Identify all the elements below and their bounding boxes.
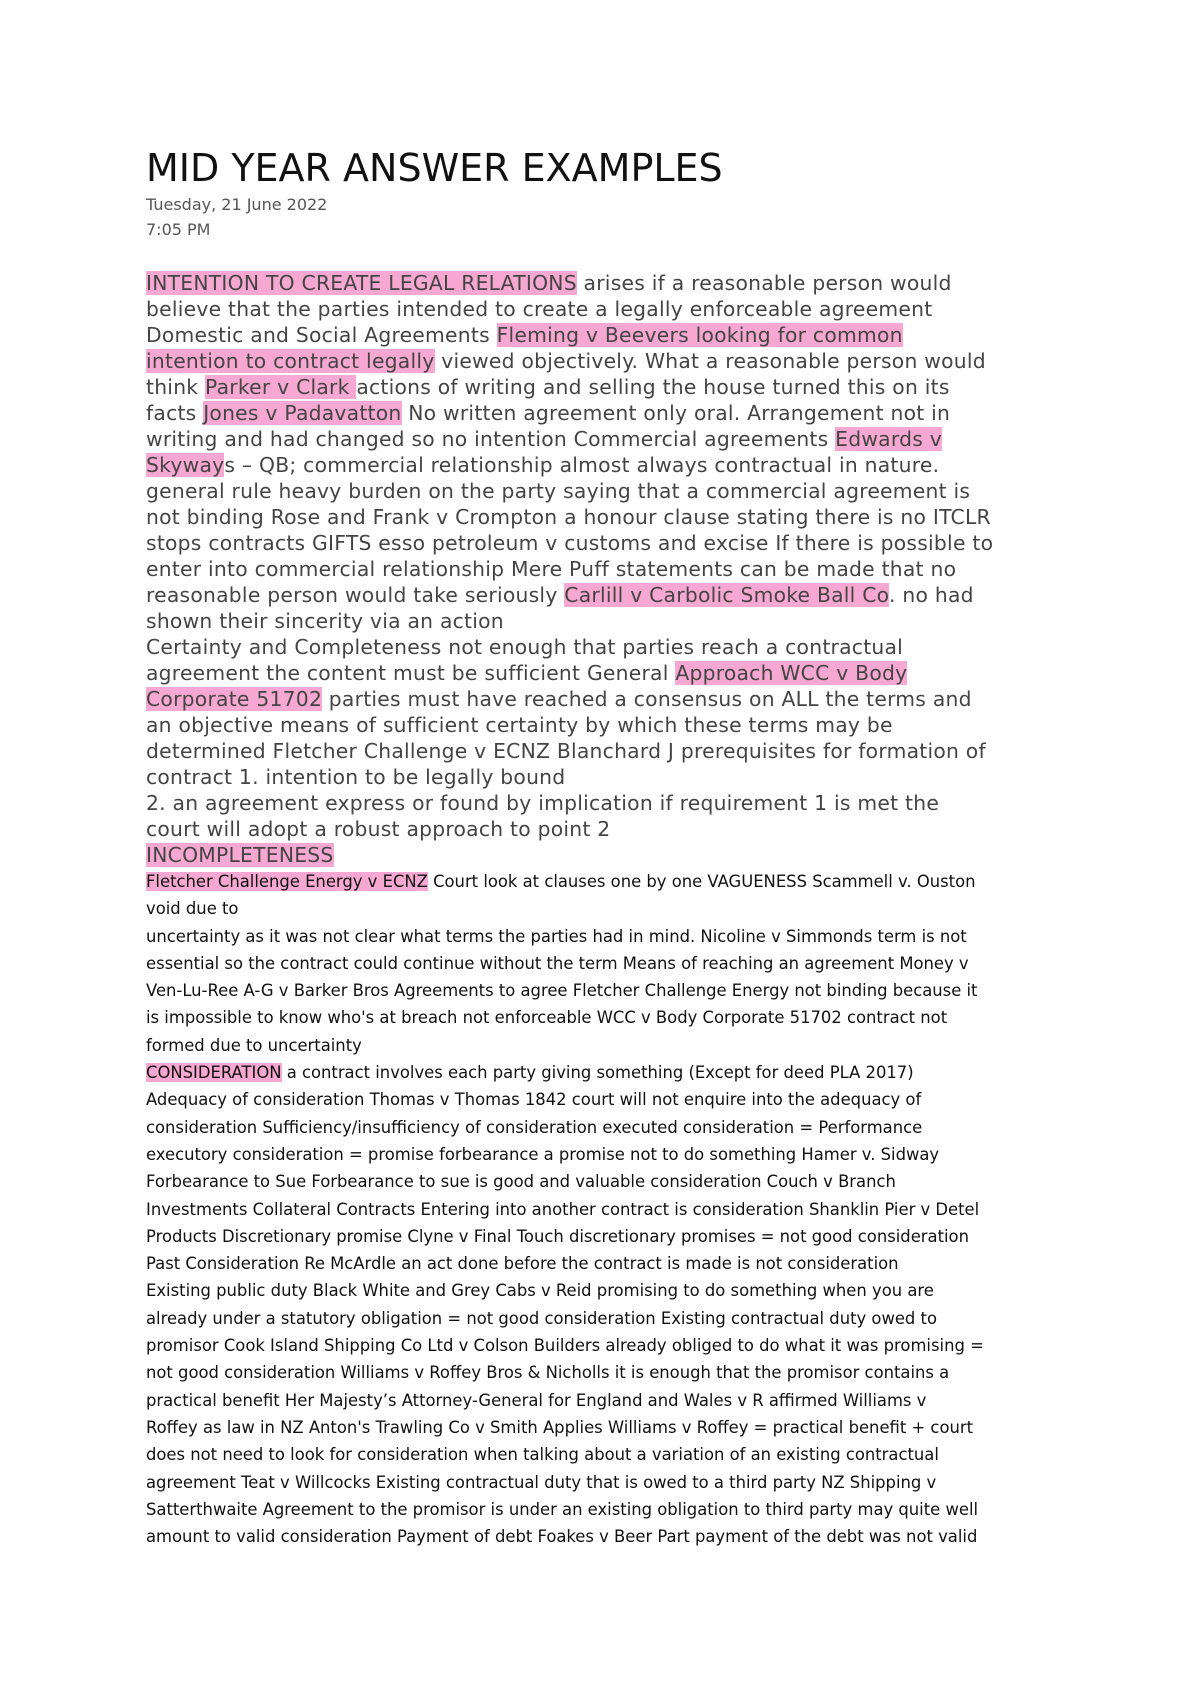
text-line xyxy=(146,686,1076,712)
text-line xyxy=(146,348,1076,374)
text-segment: s – QB; commercial relationship almost always contractual in nature. xyxy=(224,453,940,477)
text-line xyxy=(146,1059,1076,1086)
text-line xyxy=(146,842,1076,868)
highlighted-text: Jones v Padavatton xyxy=(203,401,402,425)
text-line xyxy=(146,426,1076,452)
text-segment: Domestic and Social Agreements xyxy=(146,323,497,347)
highlighted-text: Edwards v xyxy=(835,427,942,451)
text-segment: Certainty and Completeness not enough that parties reach a contractual xyxy=(146,635,904,659)
text-segment: agreement Teat v Willcocks Existing contractual duty that is owed to a third party NZ Shipping v xyxy=(146,1472,937,1492)
text-segment: No written agreement only oral. Arrangement not in xyxy=(401,401,951,425)
text-segment: formed due to uncertainty xyxy=(146,1035,362,1055)
text-line xyxy=(146,1004,1076,1031)
text-segment: executory consideration = promise forbearance a promise not to do something Hamer v. Sidway xyxy=(146,1144,940,1164)
text-line xyxy=(146,1250,1076,1277)
text-line xyxy=(146,895,1076,922)
text-line xyxy=(146,452,1076,478)
text-segment: not binding Rose and Frank v Crompton a honour clause stating there is no ITCLR xyxy=(146,505,991,529)
text-line xyxy=(146,738,1076,764)
text-segment: 2. an agreement express or found by implication if requirement 1 is met the xyxy=(146,791,940,815)
text-line xyxy=(146,950,1076,977)
text-line xyxy=(146,296,1076,322)
text-line xyxy=(146,1032,1076,1059)
highlighted-text: Corporate 51702 xyxy=(146,687,323,711)
text-segment: void due to xyxy=(146,899,239,919)
text-segment: promisor Cook Island Shipping Co Ltd v Colson Builders already obliged to do what it was promising = xyxy=(146,1336,984,1356)
text-segment: Ven-Lu-Ree A-G v Barker Bros Agreements to agree Fletcher Challenge Energy not binding because it xyxy=(146,981,978,1001)
text-line xyxy=(146,1387,1076,1414)
text-line xyxy=(146,1523,1076,1550)
page-date: Tuesday, 21 June 2022 xyxy=(146,195,328,214)
text-line xyxy=(146,322,1076,348)
text-line xyxy=(146,816,1076,842)
text-line xyxy=(146,1469,1076,1496)
text-line xyxy=(146,374,1076,400)
page-title: MID YEAR ANSWER EXAMPLES xyxy=(146,146,723,190)
text-line xyxy=(146,977,1076,1004)
text-line xyxy=(146,504,1076,530)
highlighted-text: INCOMPLETENESS xyxy=(146,843,334,867)
text-segment: think xyxy=(146,375,205,399)
text-segment: Adequacy of consideration Thomas v Thomas 1842 court will not enquire into the adequacy of xyxy=(146,1090,922,1110)
text-segment: parties must have reached a consensus on ALL the terms and xyxy=(322,687,972,711)
text-line xyxy=(146,582,1076,608)
text-segment: amount to valid consideration Payment of debt Foakes v Beer Part payment of the debt was not valid xyxy=(146,1527,978,1547)
text-segment: shown their sincerity via an action xyxy=(146,609,504,633)
text-line xyxy=(146,764,1076,790)
notes-section-incompleteness-consideration xyxy=(146,868,1076,1550)
text-segment: general rule heavy burden on the party saying that a commercial agreement is xyxy=(146,479,971,503)
text-line xyxy=(146,556,1076,582)
text-line xyxy=(146,790,1076,816)
text-line xyxy=(146,1332,1076,1359)
text-line xyxy=(146,1196,1076,1223)
text-segment: Past Consideration Re McArdle an act done before the contract is made is not consideration xyxy=(146,1254,899,1274)
page-time: 7:05 PM xyxy=(146,220,211,239)
highlighted-text: intention to contract legally xyxy=(146,349,435,373)
text-segment: Investments Collateral Contracts Entering into another contract is consideration Shanklin Pier v Detel xyxy=(146,1199,980,1219)
text-segment: facts xyxy=(146,401,204,425)
highlighted-text: INTENTION TO CREATE LEGAL RELATIONS xyxy=(146,271,577,295)
text-segment: Roffey as law in NZ Anton's Trawling Co v Smith Applies Williams v Roffey = practical benefit + court xyxy=(146,1417,974,1437)
text-line xyxy=(146,270,1076,296)
text-line xyxy=(146,1305,1076,1332)
text-segment: arises if a reasonable person would xyxy=(576,271,952,295)
text-line xyxy=(146,634,1076,660)
text-segment: Products Discretionary promise Clyne v Final Touch discretionary promises = not good consideration xyxy=(146,1226,969,1246)
text-line xyxy=(146,1168,1076,1195)
text-segment: consideration Sufficiency/insufficiency of consideration executed consideration = Performance xyxy=(146,1117,923,1137)
text-segment: Forbearance to Sue Forbearance to sue is good and valuable consideration Couch v Branch xyxy=(146,1172,896,1192)
text-segment: a contract involves each party giving something (Except for deed PLA 2017) xyxy=(281,1063,914,1083)
text-line xyxy=(146,400,1076,426)
text-segment: does not need to look for consideration when talking about a variation of an existing contractual xyxy=(146,1445,939,1465)
text-line xyxy=(146,1277,1076,1304)
highlighted-text: Approach WCC v Body xyxy=(675,661,908,685)
highlighted-text: Fleming v Beevers looking for common xyxy=(496,323,903,347)
text-segment: writing and had changed so no intention Commercial agreements xyxy=(146,427,836,451)
text-segment: uncertainty as it was not clear what terms the parties had in mind. Nicoline v Simmonds term is not xyxy=(146,926,967,946)
text-segment: Satterthwaite Agreement to the promisor is under an existing obligation to third party may quite well xyxy=(146,1499,979,1519)
text-segment: reasonable person would take seriously xyxy=(146,583,565,607)
text-segment: stops contracts GIFTS esso petroleum v customs and excise If there is possible to xyxy=(146,531,994,555)
text-line xyxy=(146,712,1076,738)
text-line xyxy=(146,1441,1076,1468)
text-segment: determined Fletcher Challenge v ECNZ Blanchard J prerequisites for formation of xyxy=(146,739,986,763)
highlighted-text: Fletcher Challenge Energy v ECNZ xyxy=(146,872,428,891)
text-line xyxy=(146,1359,1076,1386)
text-segment: viewed objectively. What a reasonable person would xyxy=(434,349,986,373)
text-line xyxy=(146,868,1076,895)
text-line xyxy=(146,1414,1076,1441)
text-line xyxy=(146,923,1076,950)
text-line xyxy=(146,1496,1076,1523)
highlighted-text: CONSIDERATION xyxy=(146,1063,282,1083)
text-line xyxy=(146,1086,1076,1113)
highlighted-text: Carlill v Carbolic Smoke Ball Co xyxy=(564,583,889,607)
text-line xyxy=(146,1114,1076,1141)
text-line xyxy=(146,530,1076,556)
text-line xyxy=(146,660,1076,686)
text-segment: is impossible to know who's at breach not enforceable WCC v Body Corporate 51702 contract not xyxy=(146,1008,948,1028)
highlighted-text: Parker v Clark xyxy=(205,375,357,399)
text-segment: court will adopt a robust approach to point 2 xyxy=(146,817,611,841)
text-segment: contract 1. intention to be legally bound xyxy=(146,765,566,789)
text-line xyxy=(146,608,1076,634)
highlighted-text: Skyway xyxy=(146,453,225,477)
text-segment: . no had xyxy=(888,583,974,607)
text-segment: an objective means of sufficient certainty by which these terms may be xyxy=(146,713,893,737)
text-segment: Court look at clauses one by one VAGUENESS Scammell v. Ouston xyxy=(427,872,976,891)
text-segment: enter into commercial relationship Mere Puff statements can be made that no xyxy=(146,557,957,581)
text-line xyxy=(146,478,1076,504)
text-segment: already under a statutory obligation = not good consideration Existing contractual duty owed to xyxy=(146,1308,937,1328)
text-segment: actions of writing and selling the house turned this on its xyxy=(356,375,950,399)
text-line xyxy=(146,1223,1076,1250)
text-segment: agreement the content must be sufficient General xyxy=(146,661,676,685)
text-segment: believe that the parties intended to create a legally enforceable agreement xyxy=(146,297,933,321)
notes-section-intention-certainty xyxy=(146,270,1076,868)
text-line xyxy=(146,1141,1076,1168)
text-segment: practical benefit Her Majesty’s Attorney-General for England and Wales v R affirmed Williams v xyxy=(146,1390,927,1410)
text-segment: Existing public duty Black White and Grey Cabs v Reid promising to do something when you are xyxy=(146,1281,934,1301)
text-segment: not good consideration Williams v Roffey Bros & Nicholls it is enough that the promisor contains a xyxy=(146,1363,950,1383)
text-segment: essential so the contract could continue without the term Means of reaching an agreement Money v xyxy=(146,953,969,973)
